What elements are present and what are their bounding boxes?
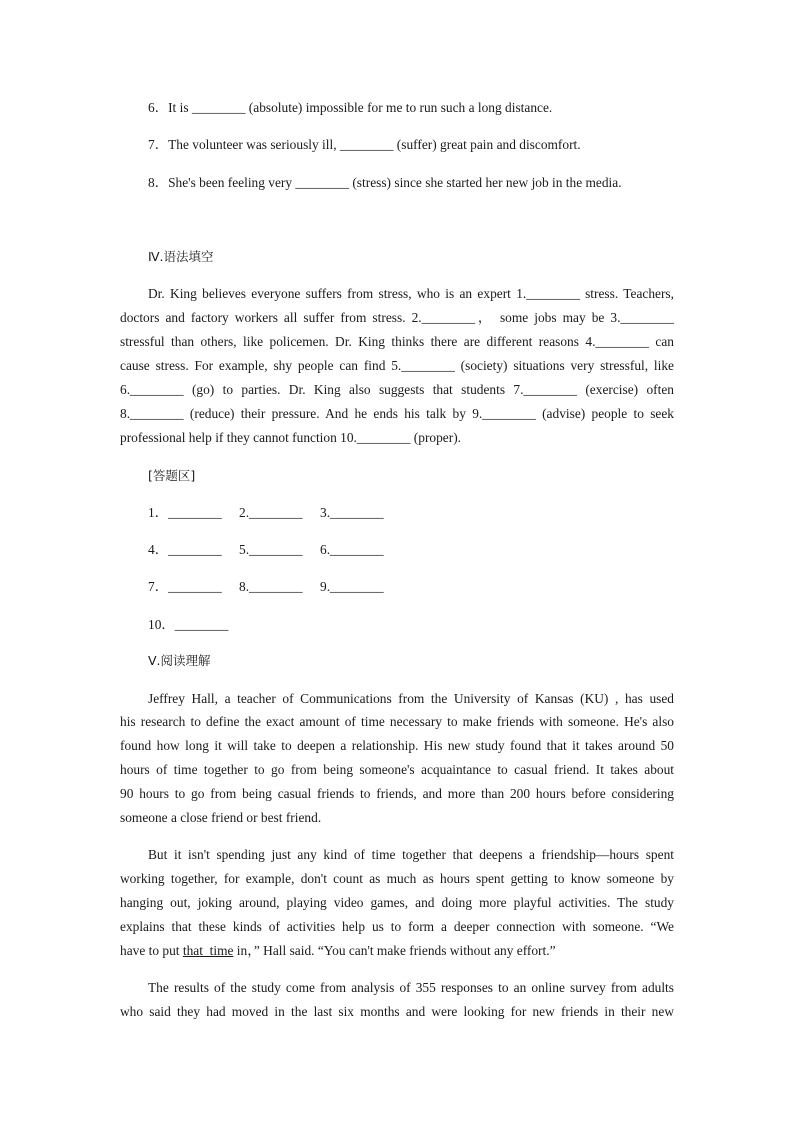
passage-line: 8.________ (reduce) their pressure. And he ends his talk by 9.________ (advise) people to seek bbox=[120, 406, 674, 421]
answer-blank-4[interactable]: 4．________ bbox=[148, 542, 222, 557]
exercise-item-7: 7．The volunteer was seriously ill, ________ (suffer) great pain and discomfort. bbox=[148, 137, 581, 152]
exercise-item-8: 8．She's been feeling very ________ (stress) since she started her new job in the media. bbox=[148, 175, 622, 190]
passage-line: professional help if they cannot function 10.________ (proper). bbox=[120, 430, 462, 445]
reading-para2-line: explains that these kinds of activities help us to form a deeper connection with someone. “We bbox=[120, 919, 674, 934]
underlined-phrase: that time bbox=[182, 943, 234, 958]
section-5-heading: Ⅴ.阅读理解 bbox=[148, 653, 211, 668]
answer-blank-9[interactable]: 9.________ bbox=[320, 579, 384, 594]
reading-para2-line: hanging out, joking around, playing video games, and doing more playful activities. The study bbox=[120, 895, 674, 910]
passage-line: 6.________ (go) to parties. Dr. King also suggests that students 7.________ (exercise) often bbox=[120, 382, 674, 397]
passage-line: cause stress. For example, shy people can find 5.________ (society) situations very stressful, like bbox=[120, 358, 674, 373]
quote-text-after: in，” Hall said. “You can't make friends without any effort.” bbox=[233, 943, 556, 958]
reading-para3-line: who said they had moved in the last six months and were looking for new friends in their new bbox=[120, 1004, 674, 1019]
exercise-item-6: 6．It is ________ (absolute) impossible for me to run such a long distance. bbox=[148, 100, 553, 115]
reading-para3-line: The results of the study come from analysis of 355 responses to an online survey from adults bbox=[148, 980, 674, 995]
reading-para2-line: But it isn't spending just any kind of time together that deepens a friendship—hours spent bbox=[148, 847, 674, 862]
section-4-heading: Ⅳ.语法填空 bbox=[148, 249, 214, 264]
reading-para1-line: someone a close friend or best friend. bbox=[120, 810, 322, 825]
answer-blank-10[interactable]: 10．________ bbox=[148, 617, 229, 632]
reading-para1-line: found how long it will take to deepen a relationship. His new study found that it takes around 50 bbox=[120, 738, 674, 753]
answer-blank-2[interactable]: 2.________ bbox=[239, 505, 303, 520]
answer-blank-3[interactable]: 3.________ bbox=[320, 505, 384, 520]
answer-blank-8[interactable]: 8.________ bbox=[239, 579, 303, 594]
reading-para2-line: working together, for example, don't count as much as hours spent getting to know someone by bbox=[120, 871, 674, 886]
answer-blank-5[interactable]: 5.________ bbox=[239, 542, 303, 557]
quote-text-before: have to put bbox=[120, 943, 183, 958]
answer-blank-7[interactable]: 7．________ bbox=[148, 579, 222, 594]
answer-blank-1[interactable]: 1．________ bbox=[148, 505, 222, 520]
passage-line: Dr. King believes everyone suffers from stress, who is an expert 1.________ stress. Teachers, bbox=[148, 286, 674, 301]
passage-line: stressful than others, like policemen. Dr. King thinks there are different reasons 4.________ can bbox=[120, 334, 674, 349]
reading-para1-line: hours of time together to go from being someone's acquaintance to casual friend. It takes about bbox=[120, 762, 674, 777]
reading-para1-line: his research to define the exact amount of time necessary to make friends with someone. He's also bbox=[120, 714, 674, 729]
reading-para2-quote-line bbox=[120, 942, 674, 960]
answer-area-label: [答题区] bbox=[148, 468, 196, 483]
passage-line: doctors and factory workers all suffer from stress. 2.________， some jobs may be 3.________ bbox=[120, 310, 674, 325]
reading-para1-line: Jeffrey Hall, a teacher of Communications from the University of Kansas (KU) , has used bbox=[148, 691, 674, 706]
reading-para1-line: 90 hours to go from being casual friends to friends, and more than 200 hours before considering bbox=[120, 786, 674, 801]
answer-blank-6[interactable]: 6.________ bbox=[320, 542, 384, 557]
